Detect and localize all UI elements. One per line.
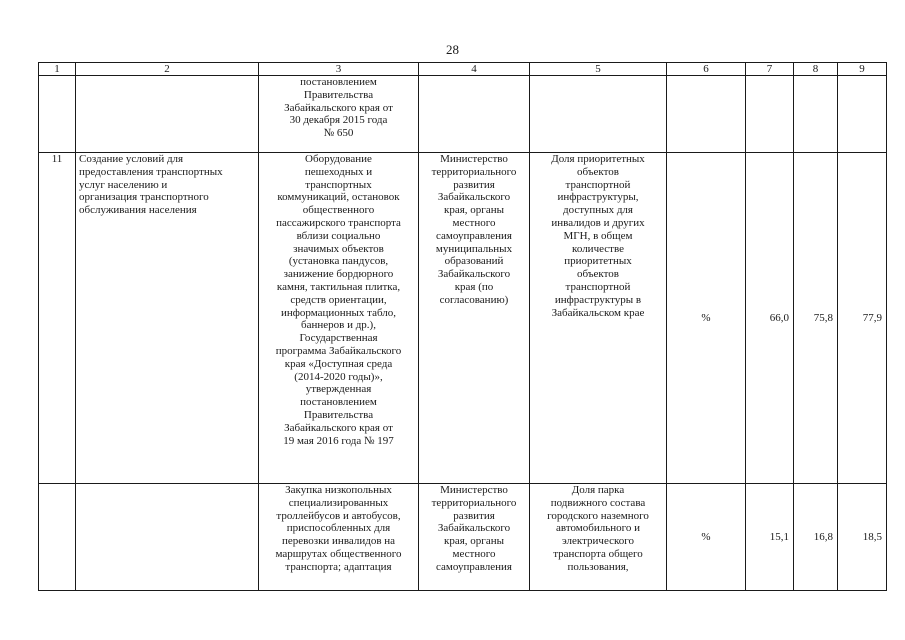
value-cell-8: 16,8: [794, 484, 838, 591]
value-cell-9: [838, 76, 887, 153]
item-number-cell: [39, 484, 76, 591]
item-number-cell: 11: [39, 153, 76, 484]
column-number: 2: [76, 63, 259, 76]
measure-cell: постановлением Правительства Забайкальского края от 30 декабря 2015 года № 650: [259, 76, 419, 153]
column-number-row: [39, 63, 887, 76]
task-cell: [76, 484, 259, 591]
value-cell-8: 75,8: [794, 153, 838, 484]
column-number: 7: [746, 63, 794, 76]
column-number: 5: [530, 63, 667, 76]
value-cell-9: 77,9: [838, 153, 887, 484]
value-cell-7: 66,0: [746, 153, 794, 484]
executor-cell: [419, 76, 530, 153]
value-cell-8: [794, 76, 838, 153]
item-number-cell: [39, 76, 76, 153]
measure-text: Закупка низкопольных специализированных троллейбусов и автобусов, приспособленных для перевозки инвалидов на маршрутах общественного транспорта; адаптация: [275, 484, 402, 573]
indicator-cell: [530, 484, 667, 591]
table-row: [39, 484, 887, 591]
unit-cell: %: [667, 484, 746, 591]
indicator-text: Доля парка подвижного состава городского наземного автомобильного и электрического транспорта общего пользования,: [547, 484, 649, 573]
executor-cell: [419, 484, 530, 591]
column-number: 6: [667, 63, 746, 76]
task-cell: [76, 76, 259, 153]
page-number: 28: [446, 42, 459, 57]
table-row: [39, 76, 887, 153]
column-number: 8: [794, 63, 838, 76]
program-table: [38, 62, 887, 591]
indicator-cell: Доля приоритетных объектов транспортной инфраструктуры, доступных для инвалидов и других МГН, в общем количестве приоритетных объектов транспортной инфраструктуры в Забайкальском крае: [530, 153, 667, 484]
executor-cell: Министерство территориального развития Забайкальского края, органы местного самоуправления муниципальных образований Забайкальского края (по согласованию): [419, 153, 530, 484]
unit-cell: [667, 76, 746, 153]
value-cell-7: 15,1: [746, 484, 794, 591]
unit-cell: %: [667, 153, 746, 484]
column-number: 3: [259, 63, 419, 76]
column-number: 9: [838, 63, 887, 76]
measure-cell: Оборудование пешеходных и транспортных коммуникаций, остановок общественного пассажирского транспорта вблизи социально значимых объектов (установка пандусов, занижение бордюрного камня, тактильная плитка, средств ориентации, информационных табло, баннеров и др.), Государственная программа Забайкальского края «Доступная среда (2014-2020 годы)», утвержденная постановлением Правительства Забайкальского края от 19 мая 2016 года № 197: [259, 153, 419, 484]
measure-cell: [259, 484, 419, 591]
table-row: [39, 153, 887, 484]
task-cell: Создание условий для предоставления транспортных услуг населению и организация транспортного обслуживания населения: [76, 153, 259, 484]
indicator-cell: [530, 76, 667, 153]
value-cell-9: 18,5: [838, 484, 887, 591]
value-cell-7: [746, 76, 794, 153]
column-number: 4: [419, 63, 530, 76]
executor-text: Министерство территориального развития Забайкальского края, органы местного самоуправления: [431, 484, 517, 573]
column-number: 1: [39, 63, 76, 76]
